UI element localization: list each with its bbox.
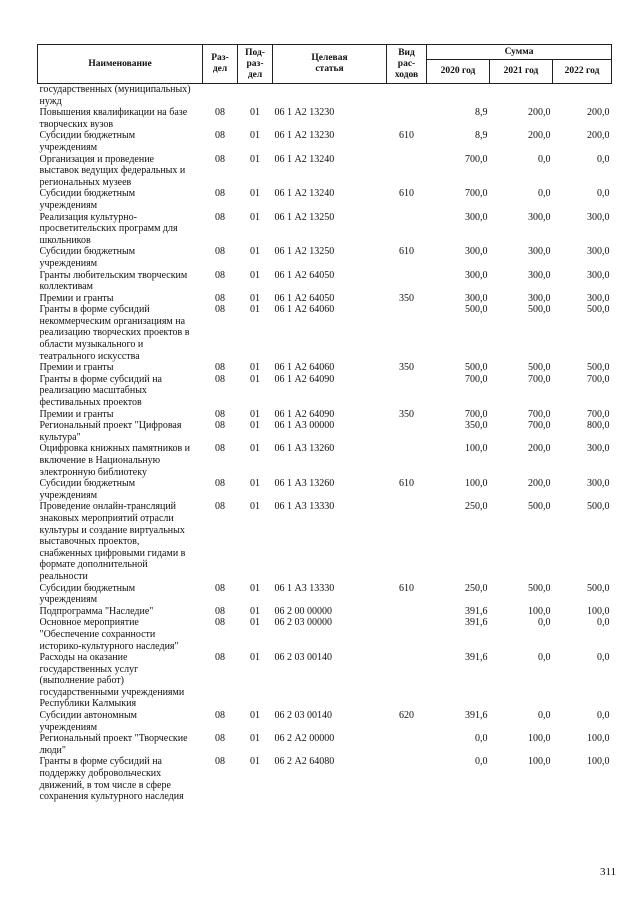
- row-name: Организация и проведение выставок ведущих федеральных и региональных музеев: [39, 153, 186, 188]
- row-razdel: 08: [215, 269, 225, 281]
- row-2020: 700,0: [465, 153, 488, 165]
- row-2021: 200,0: [528, 130, 551, 142]
- row-2020: [427, 84, 490, 108]
- table-row: [38, 443, 612, 478]
- row-vr: [387, 270, 427, 293]
- row-podrazdel: 01: [250, 304, 260, 316]
- row-2021: 0,0: [538, 188, 551, 200]
- row-podrazdel: 01: [250, 733, 260, 745]
- row-podrazdel: [238, 84, 273, 108]
- table-row: [38, 270, 612, 293]
- row-2020: 350,0: [465, 420, 488, 432]
- table-row: [38, 733, 612, 756]
- row-2022: [553, 84, 612, 108]
- row-name: Субсидии бюджетным учреждениям: [39, 188, 136, 211]
- row-name: Проведение онлайн-трансляций знаковых мероприятий отрасли культуры и создание виртуальных выставочных проектов, снабженных цифровыми гидами в формате дополнительной реальности: [39, 501, 186, 582]
- row-2020: 100,0: [465, 478, 488, 490]
- row-2021: 100,0: [528, 733, 551, 745]
- row-2021: 300,0: [528, 246, 551, 258]
- row-name: Субсидии бюджетным учреждениям: [39, 130, 136, 153]
- row-2022: 0,0: [597, 153, 610, 165]
- row-2020: 250,0: [465, 501, 488, 513]
- header-2022: 2022 год: [553, 60, 612, 84]
- row-2020: 8,9: [475, 130, 488, 142]
- row-2021: 700,0: [528, 373, 551, 385]
- table-row: [38, 652, 612, 710]
- row-2022: 200,0: [587, 130, 610, 142]
- row-name: Субсидии бюджетным учреждениям: [39, 582, 136, 606]
- row-name: Субсидии бюджетным учреждениям: [39, 246, 136, 269]
- row-csr: 06 1 А2 64050: [274, 292, 335, 304]
- row-name: Региональный проект "Цифровая культура": [39, 420, 182, 443]
- row-vr: [387, 212, 427, 247]
- row-2020: 391,6: [465, 710, 488, 722]
- row-podrazdel: 01: [250, 582, 260, 594]
- row-2021: 0,0: [538, 153, 551, 165]
- row-razdel: 08: [215, 710, 225, 722]
- row-razdel: 08: [215, 292, 225, 304]
- row-podrazdel: 01: [250, 420, 260, 432]
- row-2022: 300,0: [587, 478, 610, 490]
- table-row: [38, 583, 612, 606]
- row-2020: 0,0: [475, 756, 488, 768]
- row-name: Премии и гранты: [39, 292, 114, 304]
- row-2022: 300,0: [587, 269, 610, 281]
- row-name: Гранты в форме субсидий на поддержку добровольческих движений, в том числе в сфере сохранения культурного наследия: [39, 756, 184, 803]
- row-2020: 391,6: [465, 652, 488, 664]
- row-csr: 06 1 А2 13230: [274, 130, 335, 142]
- row-2020: 300,0: [465, 292, 488, 304]
- row-2022: 500,0: [587, 362, 610, 374]
- row-name: Субсидии бюджетным учреждениям: [39, 478, 136, 501]
- row-podrazdel: 01: [250, 130, 260, 142]
- row-csr: 06 2 03 00140: [274, 710, 332, 722]
- row-vr: 610: [399, 582, 414, 594]
- row-name: Премии и гранты: [39, 408, 114, 420]
- row-vr: [387, 501, 427, 582]
- row-csr: 06 1 А3 13330: [274, 501, 335, 513]
- row-2022: 500,0: [587, 304, 610, 316]
- row-name: Повышения квалификации на базе творческих вузов: [39, 107, 188, 130]
- row-razdel: 08: [215, 617, 225, 629]
- row-2020: 300,0: [465, 246, 488, 258]
- row-razdel: 08: [215, 478, 225, 490]
- table-row: [38, 606, 612, 618]
- row-2021: 700,0: [528, 420, 551, 432]
- row-razdel: 08: [215, 130, 225, 142]
- row-name: государственных (муниципальных) нужд: [39, 84, 191, 107]
- row-podrazdel: 01: [250, 756, 260, 768]
- row-name: Гранты любительским творческим коллективам: [39, 269, 188, 293]
- row-razdel: 08: [215, 652, 225, 664]
- row-csr: 06 2 03 00140: [274, 652, 332, 664]
- row-2020: 500,0: [465, 362, 488, 374]
- row-podrazdel: 01: [250, 269, 260, 281]
- row-vr: [387, 617, 427, 652]
- row-name: Оцифровка книжных памятников и включение в Национальную электронную библиотеку: [39, 443, 191, 478]
- table-row: [38, 409, 612, 421]
- row-2020: 0,0: [475, 733, 488, 745]
- row-vr: 610: [399, 130, 414, 142]
- row-csr: 06 2 А2 00000: [274, 733, 335, 745]
- table-header: [38, 45, 612, 84]
- row-name: Расходы на оказание государственных услуг (выполнение работ) государственными учреждениями Республики Калмыкия: [39, 652, 185, 710]
- row-vr: [387, 154, 427, 189]
- row-2022: 0,0: [597, 617, 610, 629]
- row-2020: 700,0: [465, 408, 488, 420]
- row-2022: 300,0: [587, 292, 610, 304]
- row-2020: 391,6: [465, 605, 488, 617]
- row-2021: 300,0: [528, 269, 551, 281]
- row-2022: 200,0: [587, 107, 610, 119]
- row-2021: 500,0: [528, 582, 551, 594]
- row-csr: 06 1 А2 64090: [274, 373, 335, 385]
- row-2021: 500,0: [528, 501, 551, 513]
- row-csr: 06 1 А3 13260: [274, 443, 335, 455]
- table-row: [38, 212, 612, 247]
- row-vr: [387, 374, 427, 409]
- row-2021: 300,0: [528, 211, 551, 223]
- row-podrazdel: 01: [250, 478, 260, 490]
- row-2021: 300,0: [528, 292, 551, 304]
- row-vr: [387, 107, 427, 130]
- row-vr: 350: [399, 362, 414, 374]
- row-2022: 500,0: [587, 582, 610, 594]
- row-2022: 100,0: [587, 605, 610, 617]
- row-2020: 700,0: [465, 373, 488, 385]
- row-razdel: 08: [215, 246, 225, 258]
- table-row: [38, 188, 612, 211]
- row-2022: 700,0: [587, 408, 610, 420]
- row-2020: 300,0: [465, 269, 488, 281]
- table-row: [38, 617, 612, 652]
- row-name: Реализация культурно- просветительских программ для школьников: [39, 211, 178, 246]
- row-csr: 06 1 А2 13250: [274, 211, 335, 223]
- row-2021: [490, 84, 553, 108]
- row-razdel: [203, 84, 238, 108]
- row-podrazdel: 01: [250, 373, 260, 385]
- row-2021: 0,0: [538, 617, 551, 629]
- row-2022: 300,0: [587, 443, 610, 455]
- row-vr: 610: [399, 246, 414, 258]
- row-razdel: 08: [215, 304, 225, 316]
- header-2021: 2021 год: [490, 60, 553, 84]
- row-2021: 100,0: [528, 605, 551, 617]
- row-2022: 0,0: [597, 188, 610, 200]
- row-vr: [387, 443, 427, 478]
- row-name: Подпрограмма "Наследие": [39, 605, 154, 617]
- row-2022: 0,0: [597, 652, 610, 664]
- row-csr: 06 1 А2 13250: [274, 246, 335, 258]
- table-row: [38, 501, 612, 582]
- row-podrazdel: 01: [250, 501, 260, 513]
- header-razdel: Раз- дел: [203, 45, 238, 84]
- row-vr: 620: [399, 710, 414, 722]
- row-csr: 06 1 А2 64090: [274, 408, 335, 420]
- row-name: Гранты в форме субсидий некоммерческим организациям на реализацию творческих проектов в области музыкального и театрального искусства: [39, 304, 190, 362]
- row-podrazdel: 01: [250, 605, 260, 617]
- row-podrazdel: 01: [250, 107, 260, 119]
- row-name: Региональный проект "Творческие люди": [39, 733, 188, 756]
- row-vr: 610: [399, 478, 414, 490]
- row-razdel: 08: [215, 107, 225, 119]
- header-name: Наименование: [38, 45, 203, 84]
- row-csr: [273, 84, 387, 108]
- row-razdel: 08: [215, 733, 225, 745]
- row-2021: 200,0: [528, 443, 551, 455]
- table-row: [38, 362, 612, 374]
- row-razdel: 08: [215, 408, 225, 420]
- row-csr: 06 2 00 00000: [274, 605, 332, 617]
- table-row: [38, 293, 612, 305]
- row-2022: 0,0: [597, 710, 610, 722]
- row-podrazdel: 01: [250, 443, 260, 455]
- row-2020: 500,0: [465, 304, 488, 316]
- row-podrazdel: 01: [250, 617, 260, 629]
- row-name: Гранты в форме субсидий на реализацию масштабных фестивальных проектов: [39, 373, 162, 409]
- row-podrazdel: 01: [250, 246, 260, 258]
- row-2022: 800,0: [587, 420, 610, 432]
- row-vr: [387, 304, 427, 362]
- row-2022: 500,0: [587, 501, 610, 513]
- row-2021: 500,0: [528, 362, 551, 374]
- row-name: Субсидии автономным учреждениям: [39, 710, 137, 733]
- row-vr: 350: [399, 408, 414, 420]
- row-podrazdel: 01: [250, 292, 260, 304]
- row-podrazdel: 01: [250, 153, 260, 165]
- row-vr: [387, 420, 427, 443]
- row-razdel: 08: [215, 443, 225, 455]
- table-row: [38, 154, 612, 189]
- row-2022: 700,0: [587, 373, 610, 385]
- row-podrazdel: 01: [250, 188, 260, 200]
- row-2021: 500,0: [528, 304, 551, 316]
- row-2020: 8,9: [475, 107, 488, 119]
- row-csr: 06 1 А2 64050: [274, 269, 335, 281]
- row-2022: 100,0: [587, 756, 610, 768]
- row-2020: 250,0: [465, 582, 488, 594]
- row-csr: 06 1 А2 64060: [274, 304, 335, 316]
- row-razdel: 08: [215, 605, 225, 617]
- header-vr: Вид рас- ходов: [387, 45, 427, 84]
- row-csr: 06 1 А2 13240: [274, 188, 335, 200]
- header-podrazdel: Под- раз- дел: [238, 45, 273, 84]
- row-razdel: 08: [215, 211, 225, 223]
- row-csr: 06 1 А3 13260: [274, 478, 335, 490]
- row-razdel: 08: [215, 582, 225, 594]
- page-number: 311: [600, 866, 617, 878]
- row-podrazdel: 01: [250, 408, 260, 420]
- row-vr: [387, 733, 427, 756]
- row-csr: 06 2 А2 64080: [274, 756, 335, 768]
- row-vr: 610: [399, 188, 414, 200]
- row-2020: 700,0: [465, 188, 488, 200]
- row-podrazdel: 01: [250, 362, 260, 374]
- header-2020: 2020 год: [427, 60, 490, 84]
- table-body: [38, 84, 612, 803]
- row-csr: 06 1 А3 00000: [274, 420, 335, 432]
- table-row: [38, 756, 612, 802]
- budget-table: [37, 44, 612, 803]
- row-2021: 0,0: [538, 710, 551, 722]
- row-2020: 100,0: [465, 443, 488, 455]
- row-vr: [387, 652, 427, 710]
- row-razdel: 08: [215, 420, 225, 432]
- row-podrazdel: 01: [250, 710, 260, 722]
- table-row: [38, 130, 612, 153]
- row-razdel: 08: [215, 756, 225, 768]
- row-2022: 300,0: [587, 246, 610, 258]
- row-2020: 391,6: [465, 617, 488, 629]
- row-razdel: 08: [215, 188, 225, 200]
- row-2021: 0,0: [538, 652, 551, 664]
- header-summa: Сумма: [427, 45, 612, 60]
- row-csr: 06 1 А2 13240: [274, 153, 335, 165]
- table-row: [38, 107, 612, 130]
- row-2021: 100,0: [528, 756, 551, 768]
- header-csr: Целевая статья: [273, 45, 387, 84]
- table-row: [38, 84, 612, 108]
- row-csr: 06 1 А2 64060: [274, 362, 335, 374]
- row-razdel: 08: [215, 153, 225, 165]
- table-row: [38, 246, 612, 269]
- row-2021: 200,0: [528, 107, 551, 119]
- row-podrazdel: 01: [250, 652, 260, 664]
- row-2020: 300,0: [465, 211, 488, 223]
- row-2021: 200,0: [528, 478, 551, 490]
- row-vr: [387, 84, 427, 108]
- row-razdel: 08: [215, 362, 225, 374]
- row-2021: 700,0: [528, 408, 551, 420]
- row-2022: 300,0: [587, 211, 610, 223]
- table-row: [38, 304, 612, 362]
- row-vr: [387, 756, 427, 802]
- table-row: [38, 478, 612, 501]
- row-podrazdel: 01: [250, 211, 260, 223]
- row-csr: 06 1 А2 13230: [274, 107, 335, 119]
- table-row: [38, 420, 612, 443]
- row-vr: [387, 606, 427, 618]
- row-name: Премии и гранты: [39, 362, 114, 374]
- row-csr: 06 2 03 00000: [274, 617, 332, 629]
- row-2022: 100,0: [587, 733, 610, 745]
- row-razdel: 08: [215, 373, 225, 385]
- table-row: [38, 374, 612, 409]
- row-csr: 06 1 А3 13330: [274, 582, 335, 594]
- row-vr: 350: [399, 292, 414, 304]
- table-row: [38, 710, 612, 733]
- row-name: Основное мероприятие "Обеспечение сохранности историко-культурного наследия": [39, 617, 179, 652]
- row-razdel: 08: [215, 501, 225, 513]
